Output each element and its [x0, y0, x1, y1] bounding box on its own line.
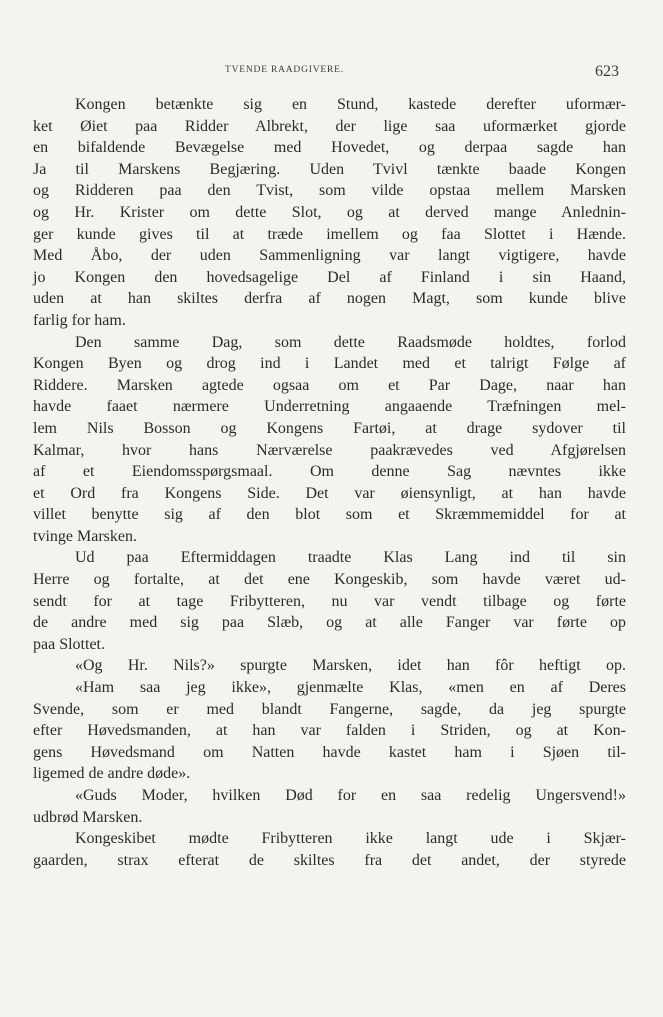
text-line: Kalmar, hvor hans Nærværelse paakrævedes ved Afgjørelsen: [33, 441, 626, 459]
text-line: Med Åbo, der uden Sammenligning var langt vigtigere, havde: [33, 247, 626, 265]
text-line: af et Eiendomsspørgsmaal. Om denne Sag nævntes ikke: [33, 463, 626, 481]
text-line: Ja til Marskens Begjæring. Uden Tvivl tænkte baade Kongen: [33, 160, 626, 178]
text-line: lem Nils Bosson og Kongens Fartøi, at drage sydover til: [33, 419, 626, 437]
page-number: 623: [595, 63, 619, 80]
text-line: «Guds Moder, hvilken Død for en saa redelig Ungersvend!»: [75, 787, 626, 804]
text-line: paa Slottet.: [33, 635, 105, 653]
text-line: havde faaet nærmere Underretning angaaende Træfningen mel-: [33, 398, 626, 416]
text-line: Svende, som er med blandt Fangerne, sagde, da jeg spurgte: [33, 700, 626, 718]
text-line: ligemed de andre døde».: [33, 765, 191, 783]
text-line: og Hr. Krister om dette Slot, og at derved mange Anlednin-: [33, 203, 626, 221]
text-line: tvinge Marsken.: [33, 527, 137, 545]
text-line: gens Høvedsmand om Natten havde kastet ham i Sjøen til-: [33, 743, 626, 761]
text-line: «Og Hr. Nils?» spurgte Marsken, idet han fôr heftigt op.: [75, 657, 626, 675]
text-line: jo Kongen den hovedsagelige Del af Finland i sin Haand,: [33, 268, 626, 286]
text-line: ket Øiet paa Ridder Albrekt, der lige saa uformærket gjorde: [33, 117, 626, 135]
text-line: gaarden, strax efterat de skiltes fra det andet, der styrede: [33, 851, 626, 869]
text-line: uden at han skiltes derfra af nogen Magt, som kunde blive: [33, 290, 626, 308]
text-line: sendt for at tage Fribytteren, nu var vendt tilbage og førte: [33, 592, 626, 610]
text-line: Ud paa Eftermiddagen traadte Klas Lang ind til sin: [75, 549, 626, 567]
text-line: Kongen betænkte sig en Stund, kastede derefter uformær-: [75, 96, 626, 113]
text-line: efter Høvedsmanden, at han var falden i Striden, og at Kon-: [33, 722, 626, 740]
text-line: Kongeskibet mødte Fribytteren ikke langt ude i Skjær-: [75, 830, 626, 848]
text-line: Kongen Byen og drog ind i Landet med et talrigt Følge af: [33, 355, 626, 373]
text-line: udbrød Marsken.: [33, 808, 143, 826]
body-text: [33, 94, 626, 871]
text-line: en bifaldende Bevægelse med Hovedet, og derpaa sagde han: [33, 139, 626, 157]
running-title: TVENDE RAADGIVERE.: [225, 65, 344, 75]
text-line: villet benytte sig af den blot som et Skræmmemiddel for at: [33, 506, 626, 524]
text-line: Riddere. Marsken agtede ogsaa om et Par Dage, naar han: [33, 376, 626, 394]
text-line: Den samme Dag, som dette Raadsmøde holdtes, forlod: [75, 333, 626, 351]
text-line: og Ridderen paa den Tvist, som vilde opstaa mellem Marsken: [33, 182, 626, 200]
text-line: ger kunde gives til at træde imellem og faa Slottet i Hænde.: [33, 225, 626, 243]
text-line: et Ord fra Kongens Side. Det var øiensynligt, at han havde: [33, 484, 626, 502]
text-line: de andre med sig paa Slæb, og at alle Fanger var førte op: [33, 614, 626, 632]
text-line: Herre og fortalte, at det ene Kongeskib, som havde været ud-: [33, 571, 626, 589]
text-line: farlig for ham.: [33, 311, 126, 329]
text-line: «Ham saa jeg ikke», gjenmælte Klas, «men en af Deres: [75, 679, 626, 697]
